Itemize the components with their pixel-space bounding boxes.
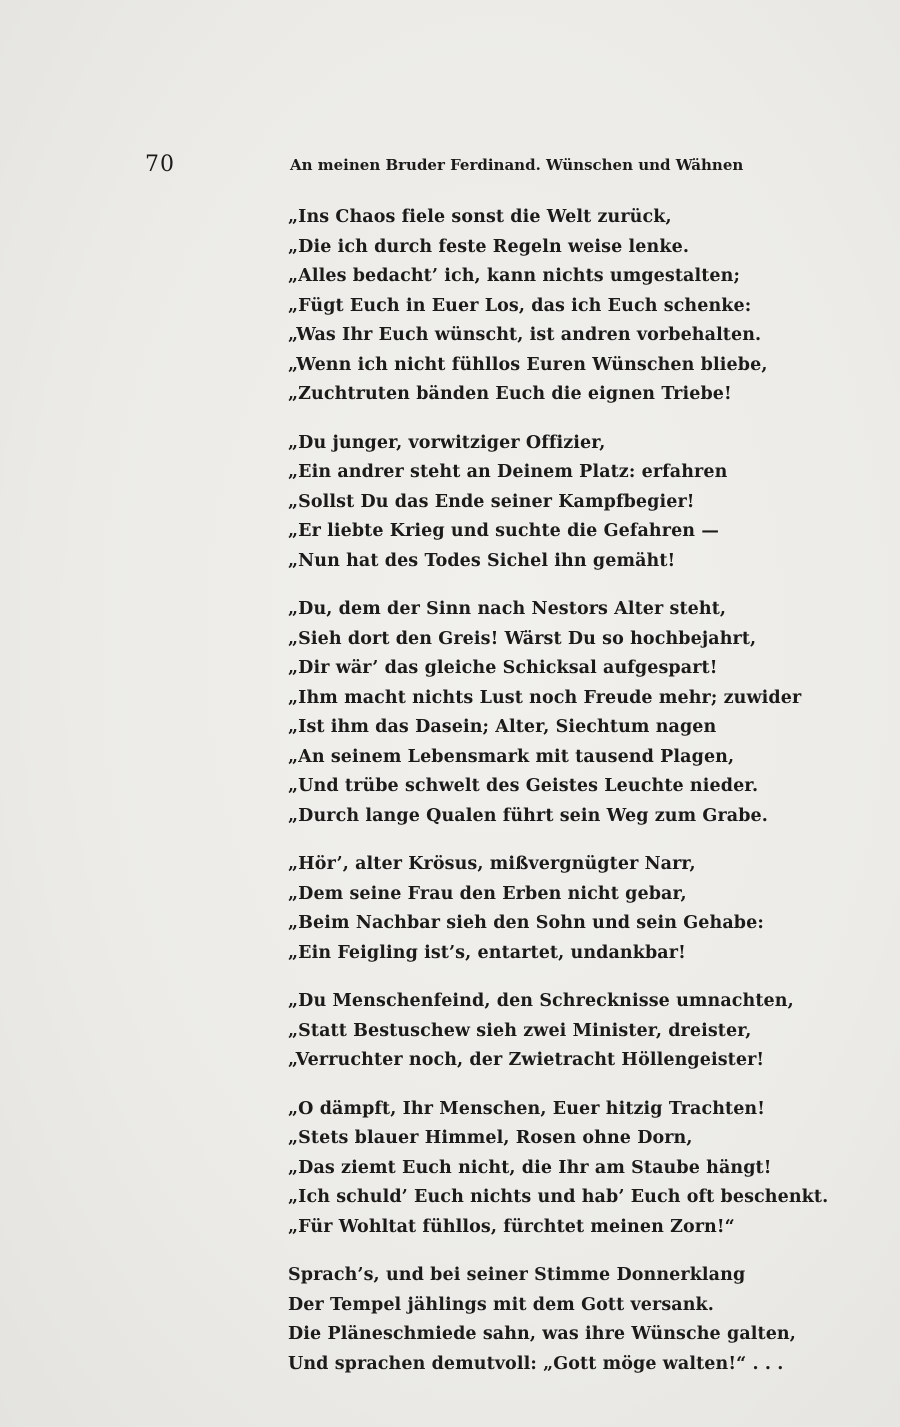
poem-line: „Beim Nachbar sieh den Sohn und sein Gehabe: [288, 913, 764, 933]
poem-line: „Für Wohltat fühllos, fürchtet meinen Zorn!“ [288, 1216, 735, 1237]
poem-line: „Zuchtruten bänden Euch die eignen Triebe! [288, 384, 732, 404]
poem-line: „Was Ihr Euch wünscht, ist andren vorbehalten. [288, 325, 762, 345]
stanza [288, 1095, 848, 1243]
stanza [288, 1261, 848, 1379]
poem-line: „Du junger, vorwitziger Offizier, [288, 432, 606, 453]
page-number: 70 [145, 152, 175, 177]
stanza [288, 429, 848, 577]
poem-line: „Er liebte Krieg und suchte die Gefahren — [288, 521, 719, 541]
poem-line: „Ich schuld’ Euch nichts und hab’ Euch oft beschenkt. [288, 1187, 829, 1207]
running-head: An meinen Bruder Ferdinand. Wünschen und Wähnen [290, 156, 744, 174]
poem-line: „Statt Bestuschew sieh zwei Minister, dreister, [288, 1020, 752, 1041]
poem-line: „Das ziemt Euch nicht, die Ihr am Staube hängt! [288, 1157, 772, 1178]
poem-line: „Wenn ich nicht fühllos Euren Wünschen bliebe, [288, 354, 768, 375]
poem-line: „Sieh dort den Greis! Wärst Du so hochbejahrt, [288, 628, 757, 649]
poem-line: „Dem seine Frau den Erben nicht gebar, [288, 883, 687, 904]
poem-line: „Die ich durch feste Regeln weise lenke. [288, 236, 690, 257]
stanza [288, 203, 848, 410]
stanza [288, 595, 848, 831]
poem-line: „Du, dem der Sinn nach Nestors Alter steht, [288, 599, 727, 619]
poem-line: Und sprachen demutvoll: „Gott möge walten!“ . . . [288, 1353, 784, 1374]
poem-line: „Stets blauer Himmel, Rosen ohne Dorn, [288, 1128, 693, 1148]
stanza [288, 987, 848, 1076]
poem-line: „Ins Chaos fiele sonst die Welt zurück, [288, 207, 672, 227]
poem-line: „Du Menschenfeind, den Schrecknisse umnachten, [288, 991, 794, 1011]
poem-line: „Alles bedacht’ ich, kann nichts umgestalten; [288, 266, 741, 286]
poem-line: „Ein andrer steht an Deinem Platz: erfahren [288, 462, 728, 482]
poem-line: „Ein Feigling ist’s, entartet, undankbar! [288, 942, 686, 963]
poem-line: „Ist ihm das Dasein; Alter, Siechtum nagen [288, 717, 717, 737]
poem-line: „Hör’, alter Krösus, mißvergnügter Narr, [288, 854, 696, 874]
poem-line: Die Pläneschmiede sahn, was ihre Wünsche galten, [288, 1324, 796, 1344]
poem-line: „Und trübe schwelt des Geistes Leuchte nieder. [288, 776, 759, 796]
poem-line: „O dämpft, Ihr Menschen, Euer hitzig Trachten! [288, 1098, 766, 1119]
poem-line: „Ihm macht nichts Lust noch Freude mehr; zuwider [288, 687, 802, 708]
page-header [0, 152, 900, 182]
poem-body [288, 203, 848, 1379]
poem-line: Sprach’s, und bei seiner Stimme Donnerklang [288, 1265, 746, 1285]
poem-line: „Dir wär’ das gleiche Schicksal aufgespart! [288, 658, 718, 678]
poem-line: „Durch lange Qualen führt sein Weg zum Grabe. [288, 805, 768, 826]
poem-line: „Verruchter noch, der Zwietracht Höllengeister! [288, 1050, 765, 1070]
poem-line: „Sollst Du das Ende seiner Kampfbegier! [288, 491, 695, 512]
stanza [288, 850, 848, 968]
poem-line: „An seinem Lebensmark mit tausend Plagen, [288, 746, 735, 767]
poem-line: „Nun hat des Todes Sichel ihn gemäht! [288, 550, 676, 571]
poem-line: Der Tempel jählings mit dem Gott versank. [288, 1294, 714, 1315]
poem-line: „Fügt Euch in Euer Los, das ich Euch schenke: [288, 295, 752, 316]
